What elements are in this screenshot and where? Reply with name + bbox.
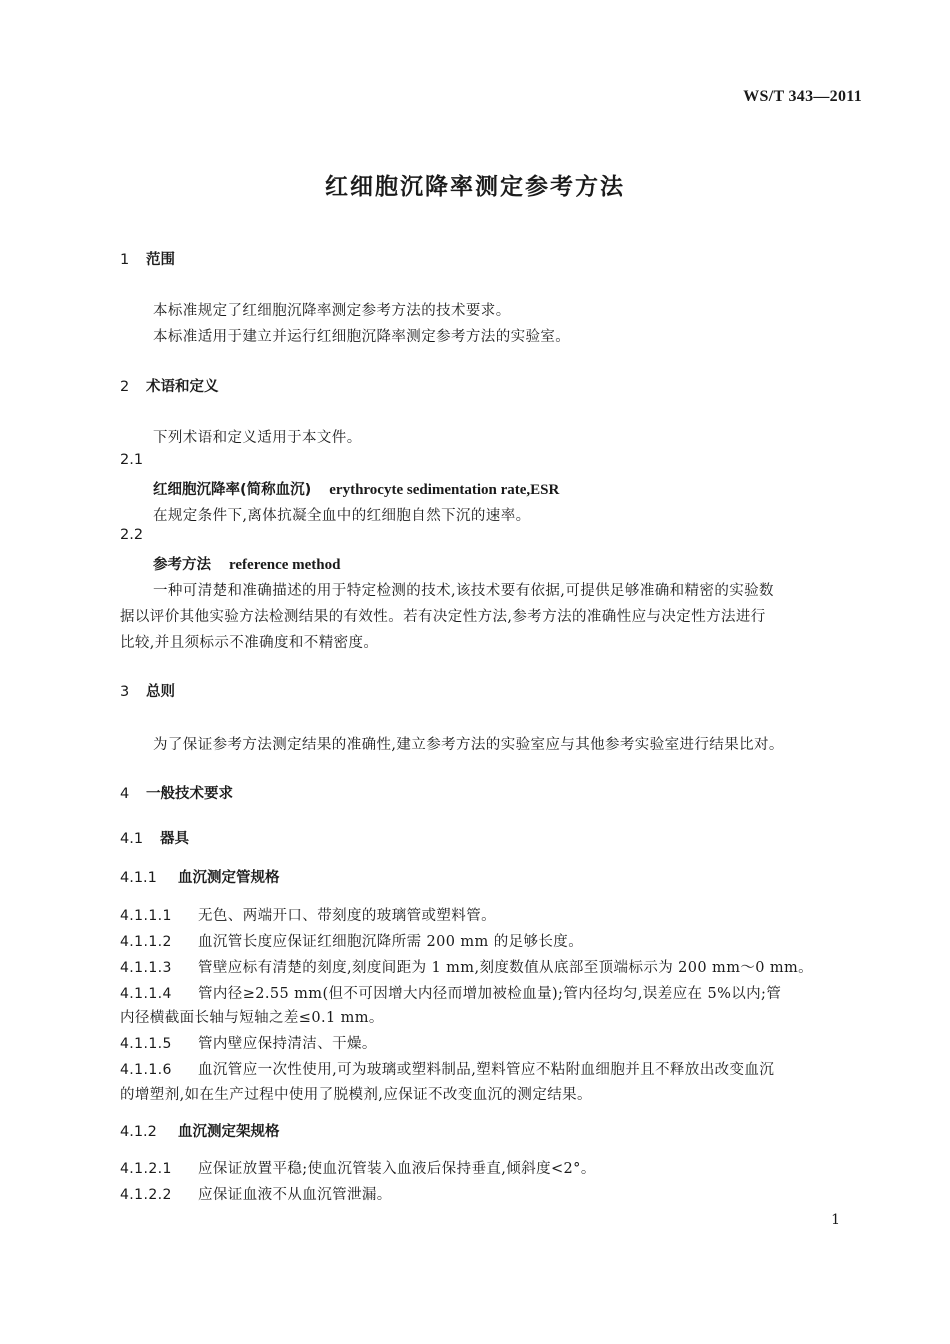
clause-text: 管壁应标有清楚的刻度,刻度间距为 1 mm,刻度数值从底部至顶端标示为 200 mm～0 mm。 xyxy=(198,960,814,976)
term-heading xyxy=(153,478,559,499)
document-title: 红细胞沉降率测定参考方法 xyxy=(325,174,625,200)
paragraph: 为了保证参考方法测定结果的准确性,建立参考方法的实验室应与其他参考实验室进行结果比对。 xyxy=(153,737,784,753)
term-english: reference method xyxy=(229,557,341,573)
clause-text: 无色、两端开口、带刻度的玻璃管或塑料管。 xyxy=(198,908,496,924)
section-number: 4.1 xyxy=(120,831,144,847)
clause-text: 应保证放置平稳;使血沉管装入血液后保持垂直,倾斜度<2°。 xyxy=(198,1161,596,1177)
clause-4-1-1-5 xyxy=(120,1032,377,1053)
section-number: 2 xyxy=(120,379,130,395)
term-number: 2.1 xyxy=(120,452,144,468)
clause-4-1-1-1 xyxy=(120,904,496,925)
term-heading xyxy=(153,553,340,574)
section-number: 4.1.2 xyxy=(120,1124,157,1140)
clause-number: 4.1.1.3 xyxy=(120,960,172,976)
term-definition-line: 比较,并且须标示不准确度和不精密度。 xyxy=(120,635,379,651)
clause-text: 应保证血液不从血沉管泄漏。 xyxy=(198,1187,392,1203)
clause-number: 4.1.2.1 xyxy=(120,1161,172,1177)
term-chinese: 参考方法 xyxy=(153,557,211,573)
paragraph: 本标准规定了红细胞沉降率测定参考方法的技术要求。 xyxy=(153,303,511,319)
term-chinese: 红细胞沉降率(简称血沉) xyxy=(153,482,312,498)
subsection-4-1-2-heading xyxy=(120,1120,280,1141)
section-2-heading xyxy=(120,375,219,396)
clause-text-continued: 的增塑剂,如在生产过程中使用了脱模剂,应保证不改变血沉的测定结果。 xyxy=(120,1087,592,1103)
paragraph: 本标准适用于建立并运行红细胞沉降率测定参考方法的实验室。 xyxy=(153,329,571,345)
clause-4-1-2-2 xyxy=(120,1183,392,1204)
section-3-heading xyxy=(120,680,175,701)
section-number: 1 xyxy=(120,252,130,268)
subsection-4-1-1-heading xyxy=(120,866,280,887)
clause-text: 管内壁应保持清洁、干燥。 xyxy=(198,1036,377,1052)
section-number: 4.1.1 xyxy=(120,870,157,886)
clause-4-1-1-4 xyxy=(120,982,781,1003)
section-title: 一般技术要求 xyxy=(146,786,233,802)
section-4-heading xyxy=(120,782,233,803)
clause-number: 4.1.1.2 xyxy=(120,934,172,950)
clause-4-1-1-6 xyxy=(120,1058,774,1079)
subsection-4-1-heading xyxy=(120,827,189,848)
section-title: 血沉测定架规格 xyxy=(178,1124,280,1140)
section-title: 范围 xyxy=(146,252,175,268)
section-1-heading xyxy=(120,248,175,269)
clause-number: 4.1.1.5 xyxy=(120,1036,172,1052)
section-title: 术语和定义 xyxy=(146,379,219,395)
clause-4-1-1-2 xyxy=(120,930,583,951)
clause-number: 4.1.2.2 xyxy=(120,1187,172,1203)
clause-text: 血沉管长度应保证红细胞沉降所需 200 mm 的足够长度。 xyxy=(198,934,584,950)
section-number: 4 xyxy=(120,786,130,802)
clause-number: 4.1.1.1 xyxy=(120,908,172,924)
term-definition-line: 一种可清楚和准确描述的用于特定检测的技术,该技术要有依据,可提供足够准确和精密的实验数 xyxy=(153,583,774,599)
section-title: 总则 xyxy=(146,684,175,700)
page-number: 1 xyxy=(831,1212,840,1228)
section-number: 3 xyxy=(120,684,130,700)
clause-number: 4.1.1.4 xyxy=(120,986,172,1002)
term-definition-line: 据以评价其他实验方法检测结果的有效性。若有决定性方法,参考方法的准确性应与决定性方法进行 xyxy=(120,609,766,625)
term-english: erythrocyte sedimentation rate,ESR xyxy=(329,482,560,498)
clause-4-1-2-1 xyxy=(120,1157,596,1178)
document-number: WS/T 343—2011 xyxy=(743,88,862,105)
clause-text-continued: 内径横截面长轴与短轴之差≤0.1 mm。 xyxy=(120,1010,384,1026)
clause-text: 血沉管应一次性使用,可为玻璃或塑料制品,塑料管应不粘附血细胞并且不释放出改变血沉 xyxy=(198,1062,775,1078)
section-title: 器具 xyxy=(160,831,189,847)
section-title: 血沉测定管规格 xyxy=(178,870,280,886)
term-number: 2.2 xyxy=(120,527,144,543)
clause-text: 管内径≥2.55 mm(但不可因增大内径而增加被检血量);管内径均匀,误差应在 5%以内;管 xyxy=(198,986,782,1002)
term-definition: 在规定条件下,离体抗凝全血中的红细胞自然下沉的速率。 xyxy=(153,508,531,524)
clause-4-1-1-3 xyxy=(120,956,813,977)
clause-number: 4.1.1.6 xyxy=(120,1062,172,1078)
paragraph: 下列术语和定义适用于本文件。 xyxy=(153,430,362,446)
